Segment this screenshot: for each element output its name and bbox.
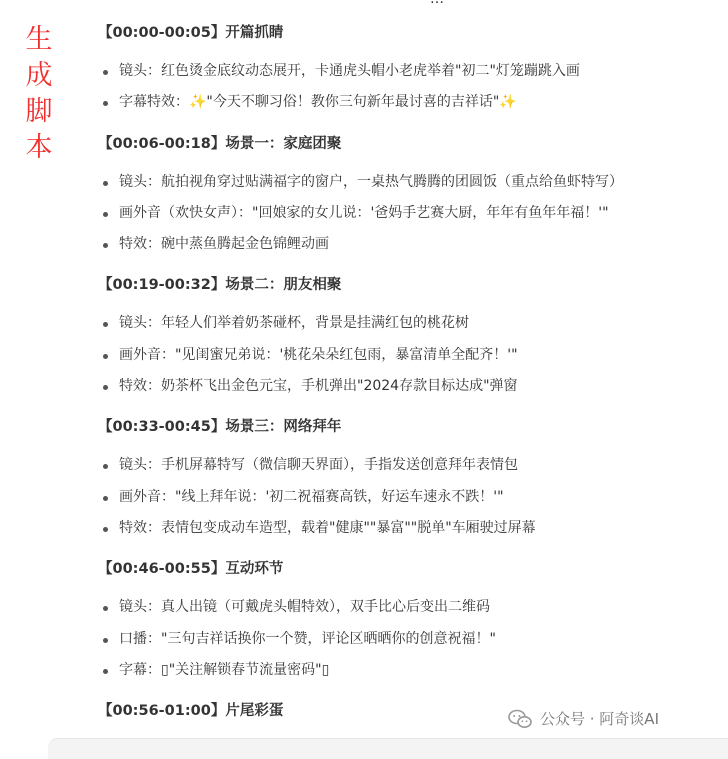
list-item: 镜头：真人出镜（可戴虎头帽特效），双手比心后变出二维码	[98, 592, 718, 623]
section-online	[98, 416, 718, 544]
watermark-text: 公众号 · 阿奇谈AI	[540, 710, 659, 728]
section-family	[98, 133, 718, 261]
bullet-list	[98, 167, 718, 261]
bullet-list	[98, 308, 718, 402]
list-item: 镜头：年轻人们举着奶茶碰杯，背景是挂满红包的桃花树	[98, 308, 718, 339]
bullet-list	[98, 450, 718, 544]
side-label: 生成脚本	[25, 24, 53, 163]
bottom-input-bar[interactable]	[48, 738, 728, 759]
section-interaction	[98, 558, 718, 686]
top-cut-text	[430, 0, 444, 7]
list-item: 画外音："线上拜年说：'初二祝福赛高铁，好运车速永不跌！'"	[98, 482, 718, 513]
bullet-list	[98, 592, 718, 686]
section-title: 【00:00-00:05】开篇抓睛	[98, 25, 284, 41]
list-item: 字幕：▯"关注解锁春节流量密码"▯	[98, 655, 718, 686]
list-item: 镜头：红色烫金底纹动态展开，卡通虎头帽小老虎举着"初二"灯笼蹦跳入画	[98, 56, 718, 87]
list-item: 特效：表情包变成动车造型，载着"健康""暴富""脱单"车厢驶过屏幕	[98, 513, 718, 544]
list-item: 特效：奶茶杯飞出金色元宝，手机弹出"2024存款目标达成"弹窗	[98, 371, 718, 402]
list-item: 画外音（欢快女声）："回娘家的女儿说：'爸妈手艺赛大厨，年年有鱼年年福！'"	[98, 198, 718, 229]
watermark	[508, 706, 659, 732]
section-title: 【00:56-01:00】片尾彩蛋	[98, 703, 284, 720]
section-opening	[98, 22, 718, 119]
list-item: 镜头：手机屏幕特写（微信聊天界面），手指发送创意拜年表情包	[98, 450, 718, 481]
section-title: 【00:46-00:55】互动环节	[98, 561, 284, 578]
section-title: 【00:06-00:18】场景一：家庭团聚	[98, 135, 342, 152]
wechat-icon	[508, 709, 532, 729]
script-content	[98, 22, 718, 722]
bullet-list	[98, 56, 718, 119]
list-item: 画外音："见闺蜜兄弟说：'桃花朵朵红包雨，暴富清单全配齐！'"	[98, 340, 718, 371]
section-friends	[98, 274, 718, 402]
list-item: 口播："三句吉祥话换你一个赞，评论区晒晒你的创意祝福！"	[98, 624, 718, 655]
list-item: 字幕特效：✨"今天不聊习俗！教你三句新年最讨喜的吉祥话"✨	[98, 87, 718, 118]
list-item: 特效：碗中蒸鱼腾起金色锦鲤动画	[98, 229, 718, 260]
section-title: 【00:33-00:45】场景三：网络拜年	[98, 419, 342, 436]
list-item: 镜头：航拍视角穿过贴满福字的窗户，一桌热气腾腾的团圆饭（重点给鱼虾特写）	[98, 167, 718, 198]
section-title: 【00:19-00:32】场景二：朋友相聚	[98, 277, 342, 294]
